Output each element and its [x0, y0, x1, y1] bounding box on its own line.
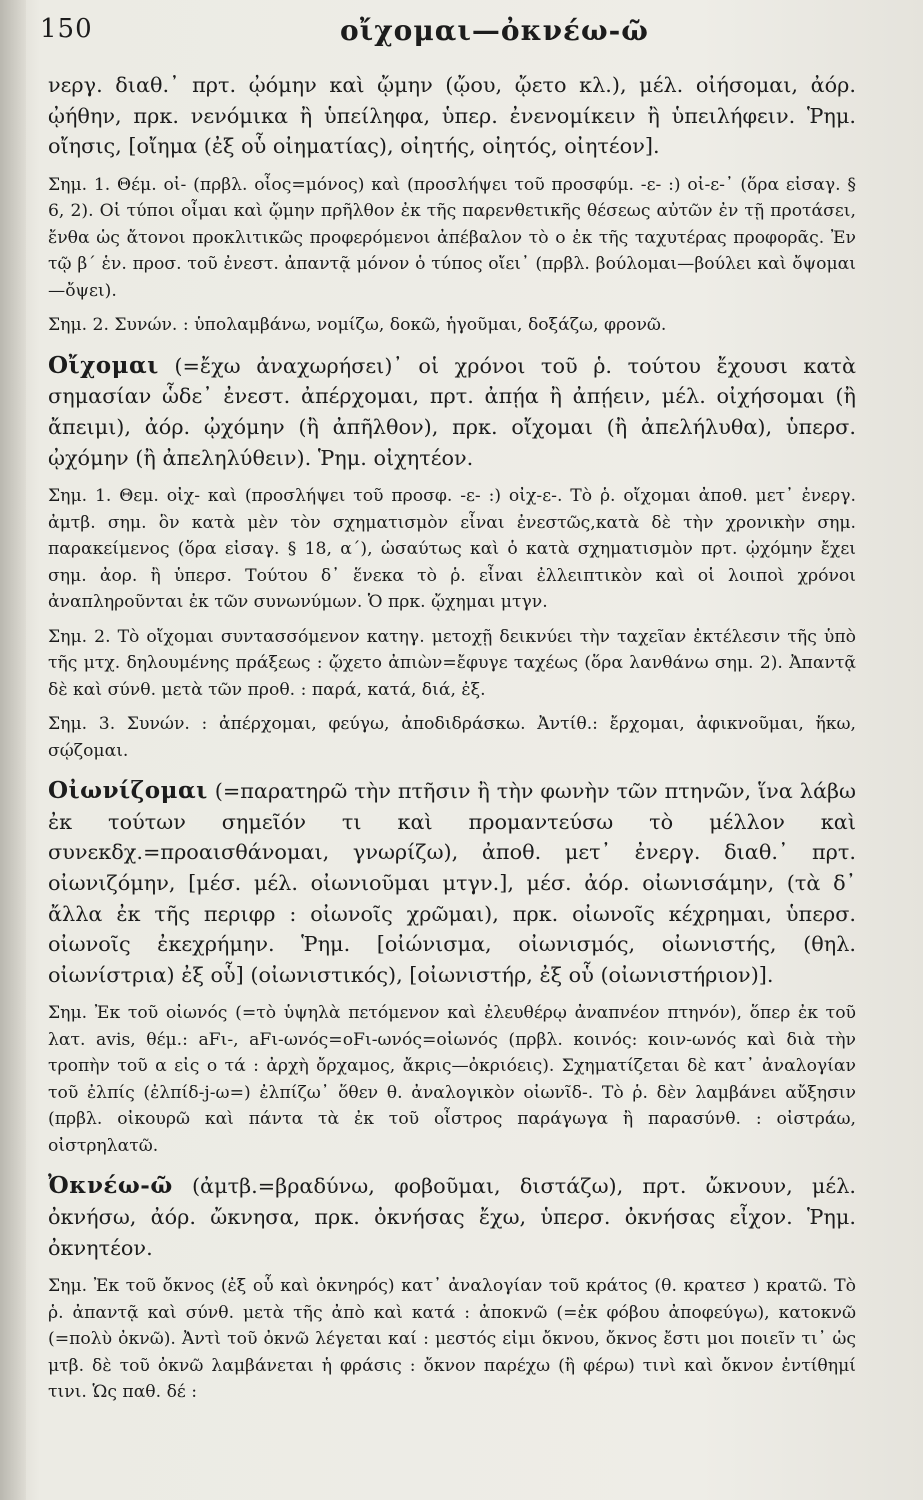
entry-text: νεργ. διαθ.᾽ πρτ. ᾠόμην καὶ ᾤμην (ᾤου, ᾤετο κλ.), μέλ. οἰήσομαι, ἀόρ. ᾠήθην, πρκ. νενόμικα ἢ ὑπείληφα, ὑπερ. ἐνενομίκειν ἢ ὑπειλήφειν. Ῥημ. οἴησις, [οἴημα (ἐξ οὗ οἰηματίας), οἰητής, οἰητός, οἰητέον]. — [48, 73, 856, 159]
note-text: Σημ. 2. Τὸ οἴχομαι συντασσόμενον κατηγ. μετοχῇ δεικνύει τὴν ταχεῖαν ἐκτέλεσιν τῆς ὑπὸ τῆς μτχ. δηλουμένης πράξεως : ᾤχετο ἀπιὼν=ἔφυγε ταχέως (ὅρα λανθάνω σημ. 2). Ἀπαντᾷ δὲ καὶ σύνθ. μετὰ τῶν προθ. : παρά, κατά, διά, ἐξ. — [48, 626, 856, 700]
entry-text: (=παρατηρῶ τὴν πτῆσιν ἢ τὴν φωνὴν τῶν πτηνῶν, ἵνα λάβω ἐκ τούτων σημεῖόν τι καὶ προμαντεύσω τὸ μέλλον καὶ συνεκδχ.=προαισθάνομαι, γνωρίζω), ἀποθ. μετ᾽ ἐνεργ. διαθ.᾽ πρτ. οἰωνιζόμην, [μέσ. μέλ. οἰωνιοῦμαι μτγν.], μέσ. ἀόρ. οἰωνισάμην, (τὰ δ᾽ ἄλλα ἐκ τῆς περιφρ : οἰωνοῖς χρῶμαι), πρκ. οἰωνοῖς κέχρημαι, ὑπερσ. οἰωνοῖς ἐκεχρήμην. Ῥημ. [οἰώνισμα, οἰωνισμός, οἰωνιστής, (θηλ. οἰωνίστρια) ἐξ οὗ] (οἰωνιστικός), [οἰωνιστήρ, ἐξ οὗ (οἰωνιστήριον)]. — [48, 779, 856, 987]
note — [48, 711, 856, 764]
entry-oichomai — [48, 351, 856, 473]
page-header — [40, 14, 893, 54]
page-number: 150 — [40, 14, 93, 44]
note-text: Σημ. 1. Θέμ. οἰ- (πρβλ. οἶος=μόνος) καὶ (προσλήψει τοῦ προσφύμ. -ε- :) οἰ-ε-᾽ (ὅρα εἰσαγ. § 6, 2). Οἱ τύποι οἶμαι καὶ ᾤμην πρῆλθον ἐκ τῆς παρενθετικῆς θέσεως αὐτῶν ἐν τῇ προτάσει, ἔνθα ὡς ἄτονοι προκλιτικῶς προφερόμενοι ἀπέβαλον τὸ ο ἐκ τῆς ταχυτέρας προφορᾶς. Ἐν τῷ β΄ ἑν. προσ. τοῦ ἐνεστ. ἀπαντᾷ μόνον ὁ τύπος οἴει᾽ (πρβλ. βούλομαι—βούλει καὶ ὄψομαι—ὄψει). — [48, 174, 856, 301]
note-text: Σημ. Ἐκ τοῦ ὄκνος (ἐξ οὗ καὶ ὀκνηρός) κατ᾽ ἀναλογίαν τοῦ κράτος (θ. κρατεσ ) κρατῶ. Τὸ ῥ. ἀπαντᾷ καὶ σύνθ. μετὰ τῆς ἀπὸ καὶ κατά : ἀποκνῶ (=ἐκ φόβου ἀποφεύγω), κατοκνῶ (=πολὺ ὀκνῶ). Ἀντὶ τοῦ ὀκνῶ λέγεται καί : μεστός εἰμι ὄκνου, ὄκνος ἔστι μοι ποιεῖν τι᾽ ὡς μτβ. δὲ τοῦ ὀκνῶ λαμβάνεται ἡ φράσις : ὄκνον παρέχω (ἢ φέρω) τινὶ καὶ ὄκνον ἐντίθημί τινι. Ὡς παθ. δέ : — [48, 1276, 856, 1403]
running-head: οἴχομαι—ὀκνέω-ῶ — [340, 14, 649, 47]
note-text: Σημ. 3. Συνών. : ἀπέρχομαι, φεύγω, ἀποδιδράσκω. Ἀντίθ.: ἔρχομαι, ἀφικνοῦμαι, ἥκω, σῴζομαι. — [48, 714, 856, 761]
note-text: Σημ. 1. Θεμ. οἰχ- καὶ (προσλήψει τοῦ προσφ. -ε- :) οἰχ-ε-. Τὸ ῥ. οἴχομαι ἀποθ. μετ᾽ ἐνεργ. ἀμτβ. σημ. ὃν κατὰ μὲν τὸν σχηματισμὸν εἶναι ἐνεστῶς,κατὰ δὲ τὴν χρονικὴν σημ. παρακείμενος (ὅρα εἰσαγ. § 18, α΄), ὡσαύτως καὶ ὁ κατὰ σχηματισμὸν πρτ. ᾠχόμην ἔχει σημ. ἀορ. ἢ ὑπερσ. Τούτου δ᾽ ἕνεκα τὸ ῥ. εἶναι ἐλλειπτικὸν καὶ οἱ λοιποὶ χρόνοι ἀναπληροῦνται ἐκ τῶν συνωνύμων. Ὁ πρκ. ᾤχημαι μτγν. — [48, 486, 856, 613]
note — [48, 172, 856, 305]
dictionary-body — [48, 70, 856, 1414]
note — [48, 1273, 856, 1406]
entry-oionizomai — [48, 776, 856, 990]
note-text: Σημ. 2. Συνών. : ὑπολαμβάνω, νομίζω, δοκῶ, ἡγοῦμαι, δοξάζω, φρονῶ. — [48, 315, 667, 336]
note-text: Σημ. Ἐκ τοῦ οἰωνός (=τὸ ὑψηλὰ πετόμενον καὶ ἐλευθέρῳ ἀναπνέον πτηνόν), ὅπερ ἐκ τοῦ λατ. avis, θέμ.: aFι-, aFι-ωνός=oFι-ωνός=οἰωνός (πρβλ. κοινός: κοιν-ωνός καὶ διὰ τὴν τροπὴν τοῦ α εἰς ο τά : ἀρχὴ ὄρχαμος, ἄκρις—ὀκριόεις). Σχηματίζεται δὲ κατ᾽ ἀναλογίαν τοῦ ἐλπίς (ἐλπίδ-j-ω=) ἐλπίζω᾽ ὅθεν θ. ἀναλογικὸν οἰωνῖδ-. Τὸ ῥ. δὲν λαμβάνει αὔξησιν (πρβλ. οἰκουρῶ καὶ πάντα τὰ ἐκ τοῦ οἶστρος παράγωγα ἢ παρασύνθ. : οἰστράω, οἰστρηλατῶ. — [48, 1003, 856, 1156]
entry-text: (=ἔχω ἀναχωρήσει)᾽ οἱ χρόνοι τοῦ ῥ. τούτου ἔχουσι κατὰ σημασίαν ὧδε᾽ ἐνεστ. ἀπέρχομαι, πρτ. ἀπῄα ἢ ἀπῄειν, μέλ. οἰχήσομαι (ἢ ἄπειμι), ἀόρ. ᾠχόμην (ἢ ἀπῆλθον), πρκ. οἴχομαι (ἢ ἀπελήλυθα), ὑπερσ. ᾠχόμην (ἢ ἀπεληλύθειν). Ῥημ. οἰχητέον. — [48, 353, 856, 470]
entry-text: (ἀμτβ.=βραδύνω, φοβοῦμαι, διστάζω), πρτ. ὤκνουν, μέλ. ὀκνήσω, ἀόρ. ὤκνησα, πρκ. ὀκνήσας ἔχω, ὑπερσ. ὀκνήσας εἶχον. Ῥημ. ὀκνητέον. — [48, 1174, 856, 1260]
headword: Οἰωνίζομαι — [48, 777, 208, 805]
entry-continuation — [48, 70, 856, 162]
headword: Οἴχομαι — [48, 351, 159, 379]
entry-okneo — [48, 1171, 856, 1263]
note — [48, 312, 856, 339]
note — [48, 624, 856, 704]
note — [48, 1000, 856, 1159]
headword: Ὀκνέω-ῶ — [48, 1172, 173, 1200]
note — [48, 483, 856, 616]
page-binding-edge — [0, 0, 26, 1500]
